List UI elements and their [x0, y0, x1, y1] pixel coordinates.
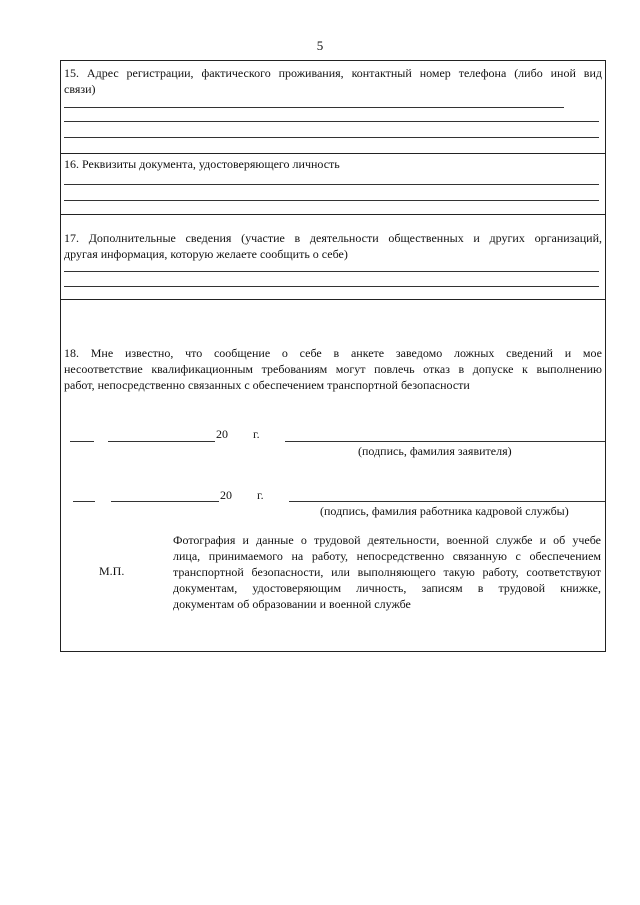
additional-info-line-2[interactable]: [64, 286, 599, 287]
section-17-label-line1: 17. Дополнительные сведения (участие в деятельности общественных и других организаций,: [64, 231, 602, 245]
photo-note-line4: документам, удостоверяющим личность, записям в трудовой книжке,: [173, 581, 601, 595]
photo-note-line2: лица, принимаемого на работу, непосредственно связанную с обеспечением: [173, 549, 601, 563]
section-17-label-line2: другая информация, которую желаете сообщить о себе): [64, 247, 348, 261]
page-number: 5: [316, 38, 324, 53]
stamp-label: М.П.: [99, 564, 125, 578]
photo-note-line3: транспортной безопасности, или выполняющего такую работу, соответствуют: [173, 565, 601, 579]
hr-year-prefix: 20: [220, 488, 232, 502]
id-document-line-2[interactable]: [64, 200, 599, 201]
divider-17-18: [61, 299, 605, 300]
address-line-3[interactable]: [64, 137, 599, 138]
section-15-label-line1: 15. Адрес регистрации, фактического проживания, контактный номер телефона (либо иной вид: [64, 66, 602, 80]
photo-note-line1: Фотография и данные о трудовой деятельности, военной службе и об учебе: [173, 533, 601, 547]
photo-note: [173, 532, 601, 612]
hr-month-blank[interactable]: [111, 501, 219, 502]
section-18-text-line3: работ, непосредственно связанных с обеспечением транспортной безопасности: [64, 378, 470, 392]
hr-year-suffix: г.: [257, 488, 264, 502]
section-18-text-line2: несоответствие квалификационным требованиям могут повлечь отказ в допуске к выполнению: [64, 362, 602, 376]
section-16-label: 16. Реквизиты документа, удостоверяющего личность: [64, 157, 340, 171]
applicant-day-blank[interactable]: [70, 441, 94, 442]
applicant-year-prefix: 20: [216, 427, 228, 441]
address-line-2[interactable]: [64, 121, 599, 122]
applicant-year-suffix: г.: [253, 427, 260, 441]
id-document-line-1[interactable]: [64, 184, 599, 185]
divider-15-16: [61, 153, 605, 154]
divider-16-17: [61, 214, 605, 215]
applicant-signature-caption: (подпись, фамилия заявителя): [358, 444, 512, 458]
hr-signature-caption: (подпись, фамилия работника кадровой службы): [320, 504, 569, 518]
section-18-text-line1: 18. Мне известно, что сообщение о себе в анкете заведомо ложных сведений и мое: [64, 346, 602, 360]
form-frame: [60, 60, 606, 652]
applicant-signature-line[interactable]: [285, 441, 605, 442]
address-line-1[interactable]: [64, 107, 564, 108]
hr-signature-line[interactable]: [289, 501, 605, 502]
hr-day-blank[interactable]: [73, 501, 95, 502]
additional-info-line-1[interactable]: [64, 271, 599, 272]
applicant-month-blank[interactable]: [108, 441, 215, 442]
photo-note-line5: документам об образовании и военной службе: [173, 597, 411, 611]
section-15-label-line2: связи): [64, 82, 96, 96]
